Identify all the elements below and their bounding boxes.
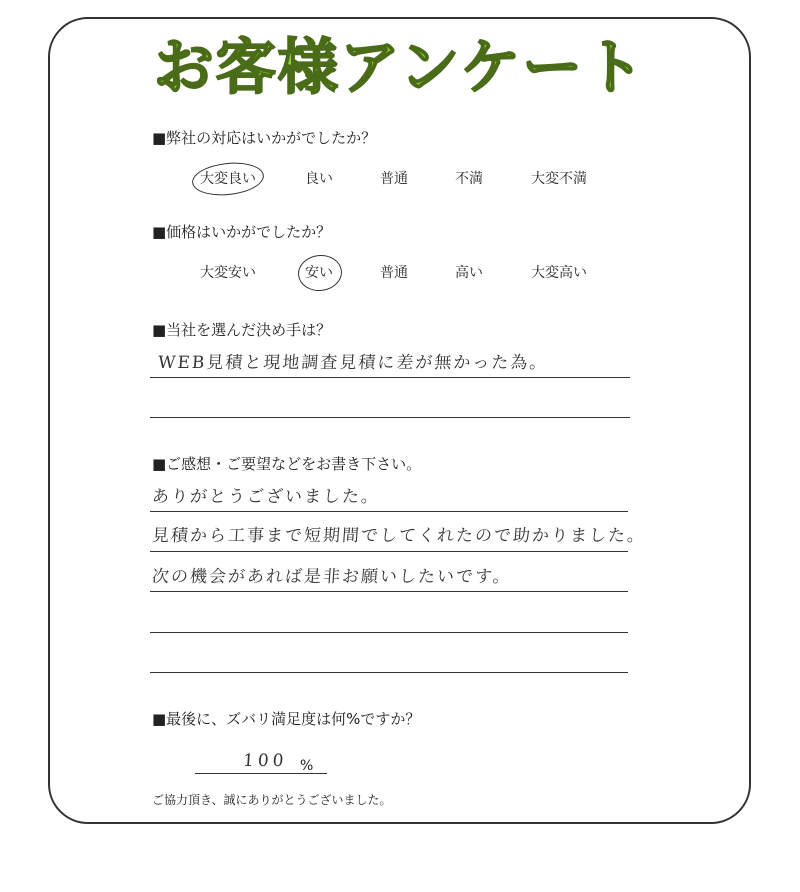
satisfaction-value: 100 (242, 751, 289, 771)
answer-line[interactable] (150, 632, 628, 633)
answer-line[interactable] (150, 591, 628, 592)
handwritten-answer: 見積から工事まで短期間でしてくれたので助かりました。 (151, 526, 647, 546)
q1-option[interactable]: 普通 (380, 171, 408, 187)
q1-option[interactable]: 大変良い (200, 171, 256, 187)
answer-line[interactable] (150, 551, 628, 552)
answer-line[interactable] (195, 773, 327, 774)
answer-line[interactable] (150, 511, 628, 512)
q1-option[interactable]: 大変不満 (531, 171, 587, 187)
percent-unit: % (300, 758, 314, 774)
question-1-label: ■弊社の対応はいかがでしたか？ (152, 129, 377, 147)
question-2-options (0, 261, 800, 285)
question-1-options (0, 167, 800, 191)
question-5-label: ■最後に、ズバリ満足度は何%ですか？ (152, 710, 421, 728)
question-3-label: ■当社を選んだ決め手は？ (152, 321, 332, 339)
handwritten-answer: ありがとうございました。 (151, 487, 381, 507)
question-2-label: ■価格はいかがでしたか？ (152, 223, 332, 241)
footer-thanks: ご協力頂き、誠にありがとうございました。 (152, 793, 392, 807)
q2-option[interactable]: 大変高い (531, 265, 587, 281)
question-4-label: ■ご感想・ご要望などをお書き下さい。 (152, 455, 422, 473)
q2-option[interactable]: 大変安い (200, 265, 256, 281)
q2-option[interactable]: 安い (305, 265, 333, 281)
page-title: お客様アンケート (153, 33, 647, 103)
answer-line[interactable] (150, 417, 630, 418)
q2-option[interactable]: 高い (455, 265, 483, 281)
q1-option[interactable]: 良い (305, 171, 333, 187)
q1-option[interactable]: 不満 (455, 171, 483, 187)
q2-option[interactable]: 普通 (380, 265, 408, 281)
answer-line[interactable] (150, 672, 628, 673)
handwritten-answer: 次の機会があれば是非お願いしたいです。 (151, 567, 513, 587)
answer-line[interactable] (150, 377, 630, 378)
handwritten-answer: WEB見積と現地調査見積に差が無かった為。 (157, 353, 550, 373)
